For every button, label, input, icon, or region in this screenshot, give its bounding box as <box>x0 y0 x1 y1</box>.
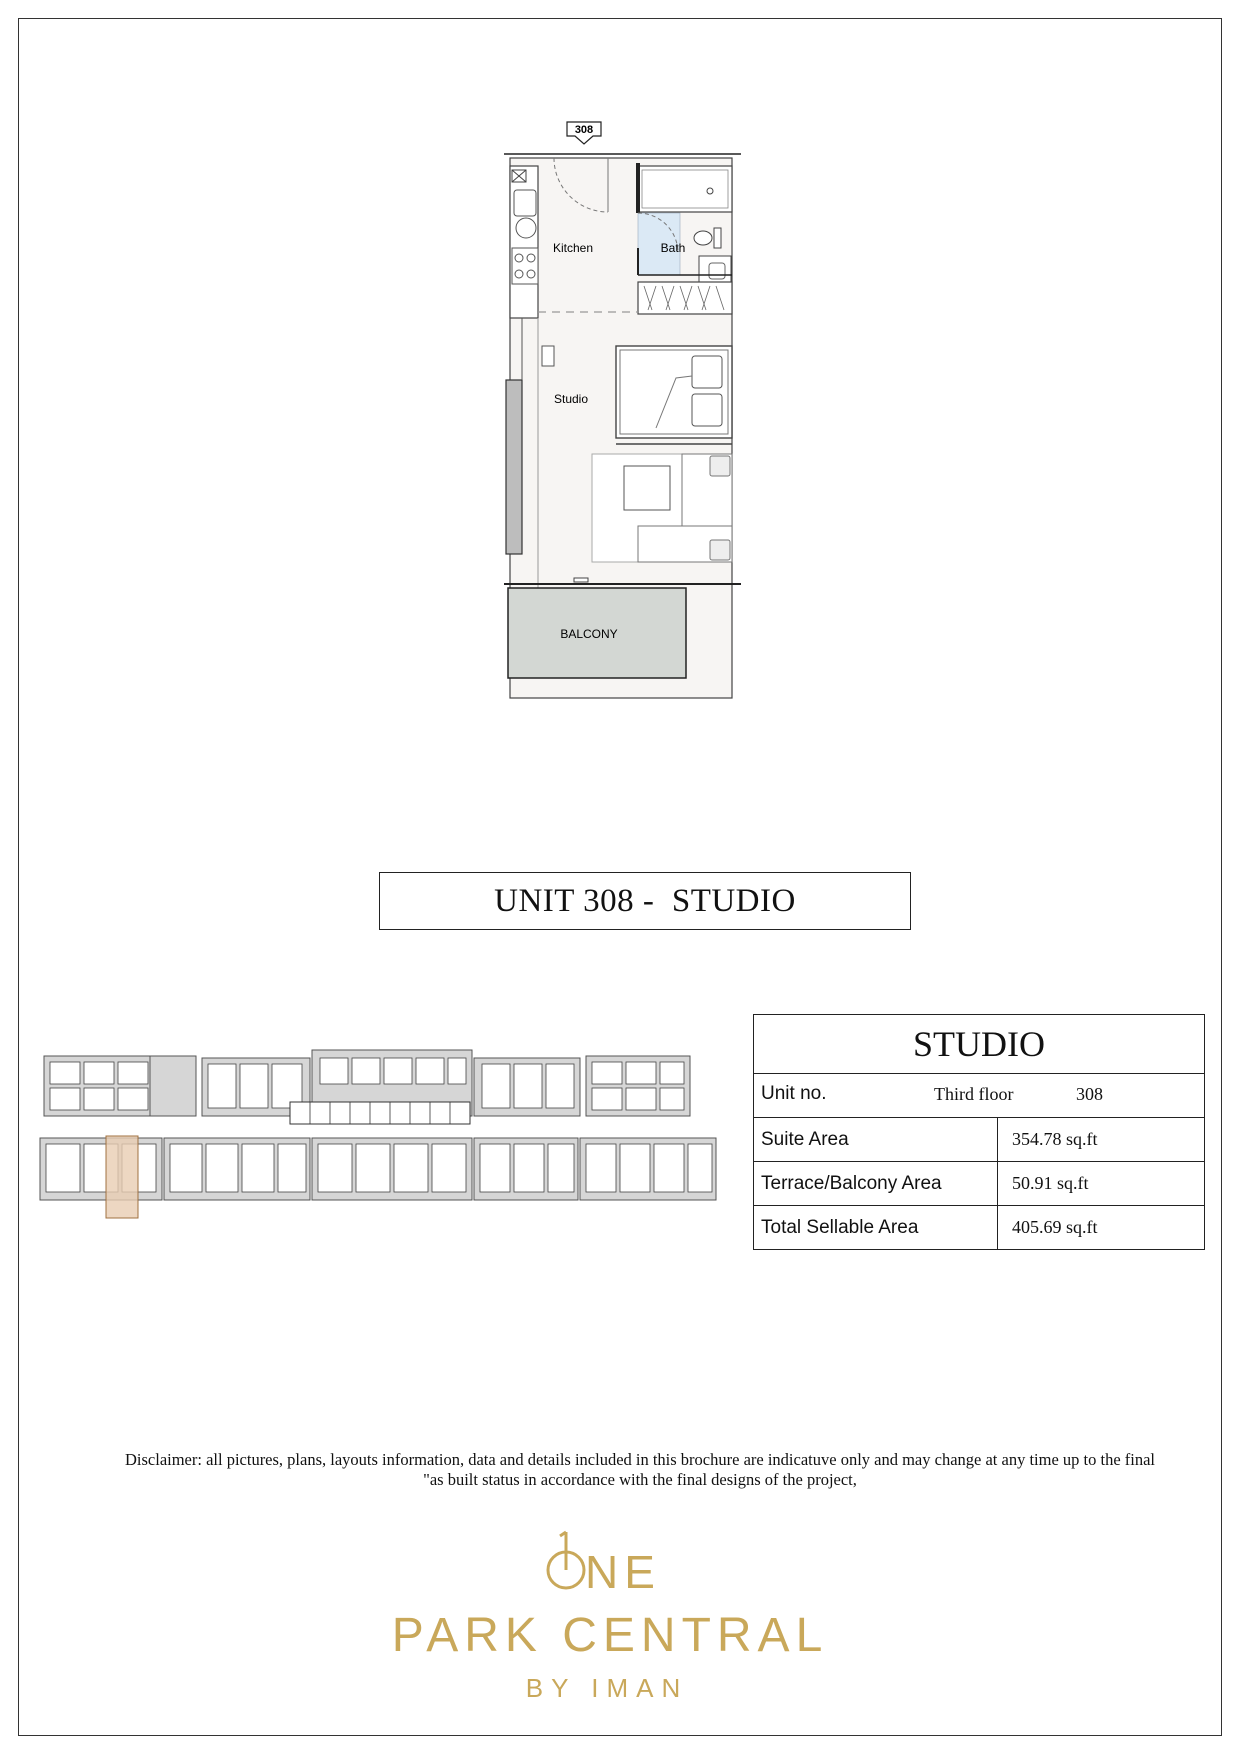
unit-floor-plan <box>496 118 746 748</box>
disclaimer-line-2: "as built status in accordance with the final designs of the project, <box>423 1470 857 1489</box>
washing-machine <box>516 218 536 238</box>
highlighted-unit-308 <box>106 1136 138 1218</box>
suite-area-row <box>754 1118 1205 1162</box>
room-label-balcony: BALCONY <box>560 627 618 641</box>
suite-area-value: 354.78 sq.ft <box>998 1118 1205 1162</box>
hob <box>512 248 538 284</box>
floor-key-plan <box>30 1040 730 1230</box>
room-label-kitchen: Kitchen <box>552 241 594 255</box>
kitchen-sink <box>514 190 536 216</box>
disclaimer-line-1: Disclaimer: all pictures, plans, layouts information, data and details included in this brochure are indicatuve only and may change at any time up to the final <box>124 1450 1156 1469</box>
kitchen-counter <box>510 166 538 318</box>
tv-unit <box>506 380 522 554</box>
one-park-central-logo <box>370 1528 850 1708</box>
unit-tag-label: 308 <box>574 124 594 136</box>
logo-line-2: PARK CENTRAL <box>391 1609 829 1662</box>
balcony-area-row <box>754 1162 1205 1206</box>
toilet <box>694 231 712 245</box>
logo-line-3: BY IMAN <box>525 1673 689 1703</box>
unit-no-row <box>754 1074 1205 1118</box>
total-area-row <box>754 1206 1205 1250</box>
unit-title: UNIT 308 - STUDIO <box>379 872 911 930</box>
coffee-table <box>624 466 670 510</box>
logo-o-key-icon <box>548 1532 584 1588</box>
total-area-value: 405.69 sq.ft <box>998 1206 1205 1250</box>
room-label-bath: Bath <box>660 241 686 255</box>
suite-area-label: Suite Area <box>754 1118 998 1162</box>
unit-tag <box>567 122 601 144</box>
desk-chair <box>542 346 554 366</box>
room-label-studio: Studio <box>553 392 589 406</box>
unit-no-label: Unit no. <box>761 1083 827 1104</box>
total-area-label: Total Sellable Area <box>754 1206 998 1250</box>
info-heading: STUDIO <box>754 1015 1205 1074</box>
unit-no-value: 308 <box>1076 1084 1103 1104</box>
unit-floor: Third floor <box>934 1084 1014 1104</box>
bathtub <box>638 166 732 212</box>
balcony-area-value: 50.91 sq.ft <box>998 1162 1205 1206</box>
logo-line-1: NE <box>585 1546 661 1598</box>
disclaimer <box>70 1450 1210 1490</box>
unit-info-table <box>753 1014 1205 1250</box>
balcony-area-label: Terrace/Balcony Area <box>754 1162 998 1206</box>
